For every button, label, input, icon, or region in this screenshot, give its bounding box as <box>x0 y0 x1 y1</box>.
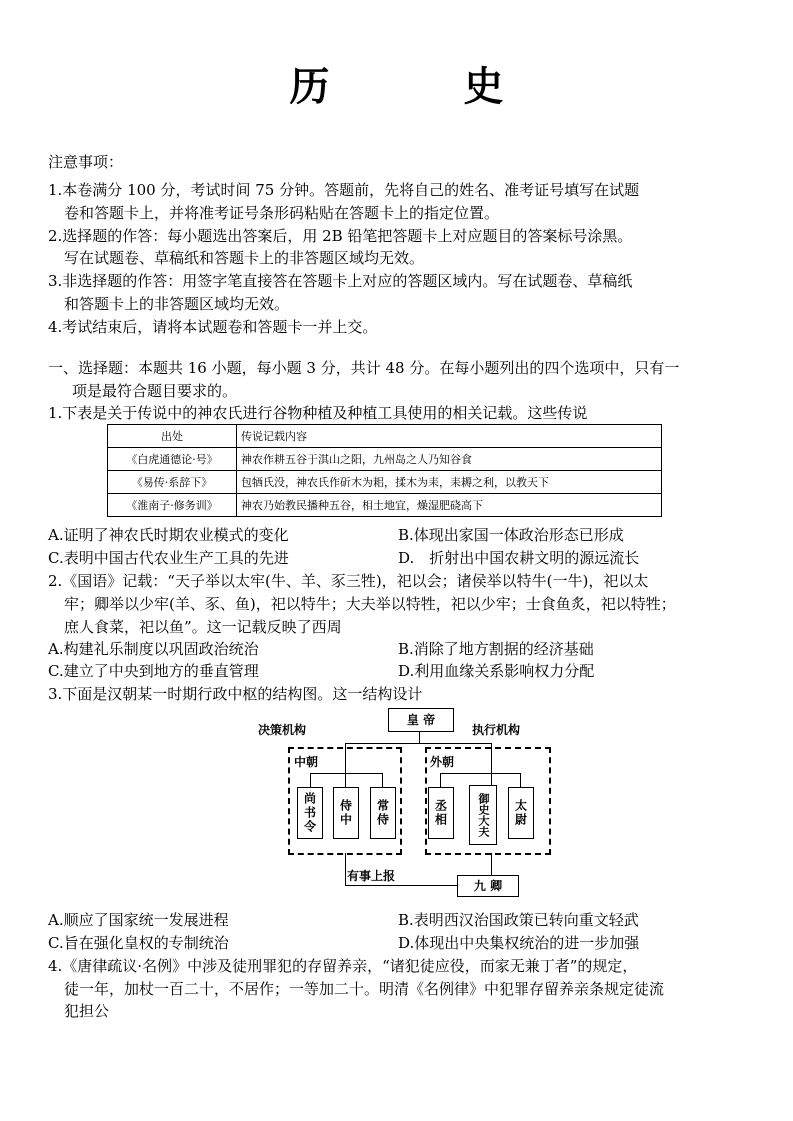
outer-court-label: 外朝 <box>430 755 455 769</box>
connector-line <box>310 773 311 787</box>
q2-stem-cont: 庶人食菜，祀以鱼”。这一记载反映了西周 <box>64 618 342 636</box>
notice-line: 2.选择题的作答：每小题选出答案后，用 2B 铅笔把答题卡上对应题目的答案标号涂黑。 <box>48 227 633 245</box>
office-taiwei: 太尉 <box>508 787 534 839</box>
table-header-cell: 传说记载内容 <box>237 425 662 448</box>
connector-line <box>345 743 491 744</box>
q2-stem-cont: 牢；卿举以少牢(羊、豕、鱼)，祀以特牛；大夫举以特牲，祀以少牢；士食鱼炙，祀以特牲； <box>64 595 676 613</box>
table-cell: 《易传·系辞下》 <box>108 471 237 494</box>
decision-label: 决策机构 <box>258 723 307 737</box>
table-header-row <box>108 425 662 448</box>
table-row <box>108 494 662 517</box>
notice-line: 和答题卡上的非答题区域均无效。 <box>64 295 290 313</box>
notice-line: 卷和答题卡上，并将准考证号条形码粘贴在答题卡上的指定位置。 <box>64 204 500 222</box>
notice-line: 1.本卷满分 100 分，考试时间 75 分钟。答题前，先将自己的姓名、准考证号填写在试题 <box>48 181 640 199</box>
connector-line <box>440 773 520 774</box>
q3-option-d: D.体现出中央集权统治的进一步加强 <box>398 934 640 952</box>
q3-option-a: A.顺应了国家统一发展进程 <box>48 911 229 929</box>
q1-stem: 1.下表是关于传说中的神农氏进行谷物种植及种植工具使用的相关记载。这些传说 <box>48 404 588 422</box>
table-cell: 神农作耕五谷于淇山之阳，九州岛之人乃知谷食 <box>237 448 662 471</box>
q2-stem: 2.《国语》记载：“天子举以太牢(牛、羊、豕三牲)，祀以会；诸侯举以特牛(一牛)，祀以太 <box>48 572 649 590</box>
table-cell: 《淮南子·修务训》 <box>108 494 237 517</box>
notice-line: 3.非选择题的作答：用签字笔直接答在答题卡上对应的答题区域内。写在试题卷、草稿纸 <box>48 272 633 290</box>
q1-option-c: C.表明中国古代农业生产工具的先进 <box>48 549 289 567</box>
connector-line <box>419 731 420 743</box>
q3-option-b: B.表明西汉治国政策已转向重文轻武 <box>398 911 639 929</box>
q4-stem: 4.《唐律疏议·名例》中涉及徒刑罪犯的存留养亲，“诸犯徒应役，而家无兼丁者”的规定， <box>48 957 638 975</box>
office-shizhong: 侍中 <box>333 787 359 839</box>
q3-structure-diagram <box>250 705 560 905</box>
connector-line <box>520 773 521 787</box>
table-cell: 包牺氏没，神农氏作斫木为耜，揉木为耒，耒耨之利，以教天下 <box>237 471 662 494</box>
table-header-cell: 出处 <box>108 425 237 448</box>
q2-option-d: D.利用血缘关系影响权力分配 <box>398 662 595 680</box>
nine-ministers-box: 九 卿 <box>457 875 519 897</box>
section-heading: 一、选择题：本题共 16 小题，每小题 3 分，共计 48 分。在每小题列出的四个选项中，只有一 <box>48 359 680 377</box>
report-label: 有事上报 <box>347 869 396 883</box>
office-chengxiang: 丞相 <box>428 787 454 839</box>
connector-line <box>382 773 383 787</box>
q4-stem-cont: 犯担公 <box>64 1002 110 1020</box>
q4-stem-cont: 徒一年，加杖一百二十，不居作；一等加二十。明清《名例律》中犯罪存留养亲条规定徒流 <box>64 980 665 998</box>
q3-stem: 3.下面是汉朝某一时期行政中枢的结构图。这一结构设计 <box>48 685 423 703</box>
table-row <box>108 448 662 471</box>
table-row <box>108 471 662 494</box>
inner-court-label: 中朝 <box>294 755 319 769</box>
connector-line <box>440 773 441 787</box>
q3-option-c: C.旨在强化皇权的专制统治 <box>48 934 229 952</box>
notice-line: 4.考试结束后，请将本试题卷和答题卡一并上交。 <box>48 318 378 336</box>
q1-option-b: B.体现出家国一体政治形态已形成 <box>398 526 624 544</box>
office-changshi: 常侍 <box>370 787 396 839</box>
connector-line <box>345 853 346 885</box>
connector-line <box>491 853 492 875</box>
q1-table <box>107 424 662 517</box>
table-cell: 神农乃始教民播种五谷，相土地宜，燥湿肥硗高下 <box>237 494 662 517</box>
connector-line <box>310 773 382 774</box>
execution-label: 执行机构 <box>472 723 521 737</box>
page-title: 历 史 <box>289 63 564 110</box>
office-shangshuling: 尚书令 <box>297 787 323 839</box>
q1-option-d: D. 折射出中国农耕文明的源远流长 <box>398 549 640 567</box>
q2-option-a: A.构建礼乐制度以巩固政治统治 <box>48 640 259 658</box>
q1-option-a: A.证明了神农氏时期农业模式的变化 <box>48 526 289 544</box>
emperor-box: 皇 帝 <box>388 708 454 732</box>
q2-option-c: C.建立了中央到地方的垂直管理 <box>48 662 259 680</box>
q2-option-b: B.消除了地方割据的经济基础 <box>398 640 594 658</box>
notice-heading: 注意事项： <box>48 153 124 171</box>
office-yushidafu: 御史大夫 <box>469 785 497 845</box>
connector-line <box>345 885 457 886</box>
section-heading-cont: 项是最符合题目要求的。 <box>72 382 238 400</box>
table-cell: 《白虎通德论·号》 <box>108 448 237 471</box>
notice-line: 写在试题卷、草稿纸和答题卡上的非答题区域均无效。 <box>64 249 425 267</box>
